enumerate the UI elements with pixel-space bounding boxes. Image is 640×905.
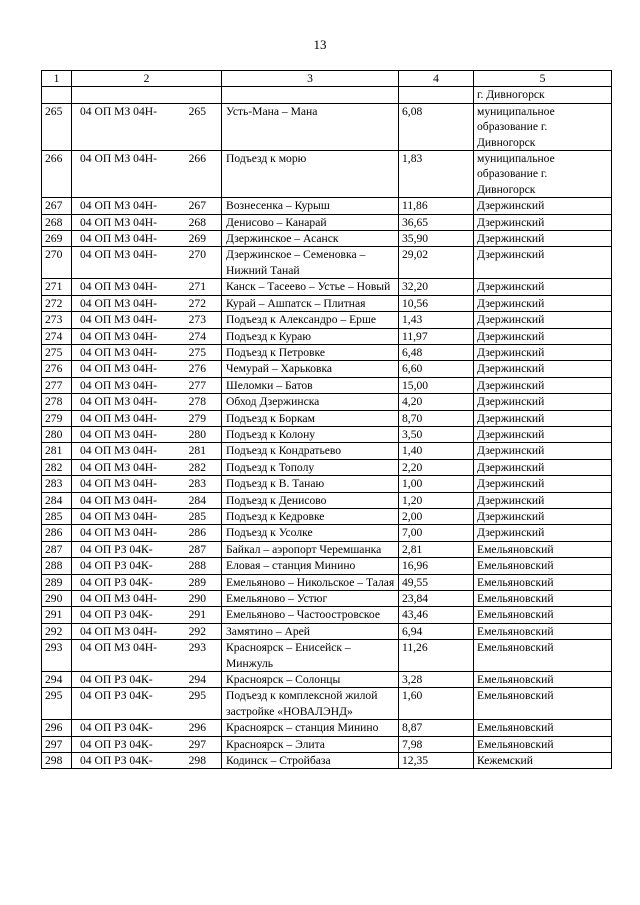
road-code bbox=[72, 688, 222, 720]
road-code-number: 276 bbox=[188, 362, 206, 376]
road-code bbox=[72, 247, 222, 279]
road-length: 1,83 bbox=[399, 151, 474, 198]
road-length: 16,96 bbox=[399, 558, 474, 574]
road-name: Подъезд к Тополу bbox=[222, 459, 399, 475]
table-row bbox=[42, 247, 612, 279]
district: Дзержинский bbox=[474, 279, 612, 295]
road-name: Подъезд к Кураю bbox=[222, 328, 399, 344]
district: Дзержинский bbox=[474, 426, 612, 442]
row-number: 297 bbox=[42, 736, 72, 752]
road-name: Емельяново – Никольское – Талая bbox=[222, 574, 399, 590]
road-length: 35,90 bbox=[399, 231, 474, 247]
road-code-number: 287 bbox=[188, 542, 206, 556]
table-row bbox=[42, 231, 612, 247]
road-code bbox=[72, 753, 222, 769]
road-code-number: 284 bbox=[188, 493, 206, 507]
table-row bbox=[42, 736, 612, 752]
road-length: 1,43 bbox=[399, 312, 474, 328]
road-code-prefix: 04 ОП МЗ 04Н- bbox=[80, 313, 157, 327]
road-length: 36,65 bbox=[399, 214, 474, 230]
road-code-prefix: 04 ОП РЗ 04К- bbox=[80, 721, 153, 735]
road-code bbox=[72, 558, 222, 574]
row-number: 272 bbox=[42, 295, 72, 311]
road-code-number: 272 bbox=[188, 296, 206, 310]
district: Емельяновский bbox=[474, 574, 612, 590]
road-code bbox=[72, 279, 222, 295]
district: Кежемский bbox=[474, 753, 612, 769]
road-length: 12,35 bbox=[399, 753, 474, 769]
column-header-3: 3 bbox=[222, 71, 399, 87]
table-row bbox=[42, 214, 612, 230]
road-name: Замятино – Арей bbox=[222, 623, 399, 639]
row-number: 277 bbox=[42, 377, 72, 393]
road-code-prefix: 04 ОП РЗ 04К- bbox=[80, 689, 153, 703]
road-code-prefix: 04 ОП МЗ 04Н- bbox=[80, 395, 157, 409]
district: Емельяновский bbox=[474, 591, 612, 607]
road-name: Подъезд к Боркам bbox=[222, 410, 399, 426]
district: Дзержинский bbox=[474, 247, 612, 279]
road-code bbox=[72, 361, 222, 377]
road-code-number: 291 bbox=[188, 608, 206, 622]
district: муниципальное образование г. Дивногорск bbox=[474, 151, 612, 198]
road-name: Подъезд к Александро – Ерше bbox=[222, 312, 399, 328]
road-register-table bbox=[41, 70, 612, 769]
table-row bbox=[42, 344, 612, 360]
road-code-number: 289 bbox=[188, 575, 206, 589]
road-length: 3,28 bbox=[399, 672, 474, 688]
road-code-prefix: 04 ОП МЗ 04Н- bbox=[80, 493, 157, 507]
row-number: 276 bbox=[42, 361, 72, 377]
table-row bbox=[42, 476, 612, 492]
road-code-number: 275 bbox=[188, 345, 206, 359]
road-name: Дзержинское – Асанск bbox=[222, 231, 399, 247]
road-code-number: 293 bbox=[188, 641, 206, 655]
road-name: Подъезд к Кондратьево bbox=[222, 443, 399, 459]
road-name: Подъезд к Колону bbox=[222, 426, 399, 442]
road-name: Подъезд к В. Танаю bbox=[222, 476, 399, 492]
road-code-number: 292 bbox=[188, 624, 206, 638]
road-code-prefix: 04 ОП МЗ 04Н- bbox=[80, 460, 157, 474]
road-name: Курай – Ашпатск – Плитная bbox=[222, 295, 399, 311]
road-code-prefix: 04 ОП РЗ 04К- bbox=[80, 559, 153, 573]
column-header-4: 4 bbox=[399, 71, 474, 87]
district: Дзержинский bbox=[474, 443, 612, 459]
road-code-number: 288 bbox=[188, 559, 206, 573]
road-length: 6,94 bbox=[399, 623, 474, 639]
row-number: 270 bbox=[42, 247, 72, 279]
road-length: 7,98 bbox=[399, 736, 474, 752]
table-row bbox=[42, 410, 612, 426]
road-code-prefix: 04 ОП РЗ 04К- bbox=[80, 673, 153, 687]
table-row bbox=[42, 753, 612, 769]
road-name: Красноярск – Енисейск – Минжуль bbox=[222, 640, 399, 672]
district: Дзержинский bbox=[474, 492, 612, 508]
road-code-prefix: 04 ОП МЗ 04Н- bbox=[80, 411, 157, 425]
road-code-prefix: 04 ОП МЗ 04Н- bbox=[80, 509, 157, 523]
table-row bbox=[42, 591, 612, 607]
road-code bbox=[72, 736, 222, 752]
road-name: Красноярск – станция Минино bbox=[222, 720, 399, 736]
road-code-prefix: 04 ОП МЗ 04Н- bbox=[80, 592, 157, 605]
row-number: 268 bbox=[42, 214, 72, 230]
row-number: 285 bbox=[42, 508, 72, 524]
road-name: Подъезд к морю bbox=[222, 151, 399, 198]
district: Дзержинский bbox=[474, 508, 612, 524]
road-code-prefix: 04 ОП МЗ 04Н- bbox=[80, 104, 157, 118]
district: Емельяновский bbox=[474, 688, 612, 720]
district: Дзержинский bbox=[474, 410, 612, 426]
road-code-number: 285 bbox=[188, 509, 206, 523]
row-number: 279 bbox=[42, 410, 72, 426]
road-code-number: 286 bbox=[188, 526, 206, 540]
table-row bbox=[42, 623, 612, 639]
road-length: 1,60 bbox=[399, 688, 474, 720]
row-number: 284 bbox=[42, 492, 72, 508]
road-code-number: 269 bbox=[188, 232, 206, 246]
district: Дзержинский bbox=[474, 198, 612, 214]
row-number: 273 bbox=[42, 312, 72, 328]
district: Дзержинский bbox=[474, 214, 612, 230]
road-length: 2,20 bbox=[399, 459, 474, 475]
table-row bbox=[42, 525, 612, 541]
row-number: 293 bbox=[42, 640, 72, 672]
road-name: Дзержинское – Семеновка – Нижний Танай bbox=[222, 247, 399, 279]
column-header-2: 2 bbox=[72, 71, 222, 87]
district: Дзержинский bbox=[474, 344, 612, 360]
table-row bbox=[42, 426, 612, 442]
road-length: 8,70 bbox=[399, 410, 474, 426]
road-length: 32,20 bbox=[399, 279, 474, 295]
road-length: 11,26 bbox=[399, 640, 474, 672]
road-code-prefix: 04 ОП МЗ 04Н- bbox=[80, 345, 157, 359]
road-name: Подъезд к Петровке bbox=[222, 344, 399, 360]
road-code-prefix: 04 ОП МЗ 04Н- bbox=[80, 477, 157, 491]
road-length: 23,84 bbox=[399, 591, 474, 607]
row-number: 287 bbox=[42, 541, 72, 557]
road-code-number: 277 bbox=[188, 378, 206, 392]
district: муниципальное образование г. Дивногорск bbox=[474, 103, 612, 150]
road-name: Чемурай – Харьковка bbox=[222, 361, 399, 377]
table-row bbox=[42, 151, 612, 198]
road-code-number: 298 bbox=[188, 754, 206, 768]
road-code bbox=[72, 591, 222, 607]
road-code bbox=[72, 312, 222, 328]
road-length: 8,87 bbox=[399, 720, 474, 736]
district: Емельяновский bbox=[474, 607, 612, 623]
table-row bbox=[42, 103, 612, 150]
district: Дзержинский bbox=[474, 231, 612, 247]
row-number: 296 bbox=[42, 720, 72, 736]
district: Емельяновский bbox=[474, 736, 612, 752]
road-code-prefix: 04 ОП МЗ 04Н- bbox=[80, 232, 157, 246]
district: Дзержинский bbox=[474, 394, 612, 410]
road-length: 1,00 bbox=[399, 476, 474, 492]
road-code bbox=[72, 720, 222, 736]
road-name: Денисово – Канарай bbox=[222, 214, 399, 230]
road-code bbox=[72, 443, 222, 459]
table-row bbox=[42, 198, 612, 214]
table-row bbox=[42, 279, 612, 295]
district: Дзержинский bbox=[474, 377, 612, 393]
road-code-number: 297 bbox=[188, 737, 206, 751]
table-row bbox=[42, 607, 612, 623]
road-length: 7,00 bbox=[399, 525, 474, 541]
table-row bbox=[42, 377, 612, 393]
road-length: 15,00 bbox=[399, 377, 474, 393]
road-length: 1,40 bbox=[399, 443, 474, 459]
road-code-number: 278 bbox=[188, 395, 206, 409]
road-code-number: 294 bbox=[188, 673, 206, 687]
road-code bbox=[72, 377, 222, 393]
road-code bbox=[72, 198, 222, 214]
row-number: 274 bbox=[42, 328, 72, 344]
row-number: 295 bbox=[42, 688, 72, 720]
road-name: Канск – Тасеево – Устье – Новый bbox=[222, 279, 399, 295]
road-code bbox=[72, 574, 222, 590]
table-row bbox=[42, 443, 612, 459]
road-code-number: 270 bbox=[188, 248, 206, 262]
table-row bbox=[42, 672, 612, 688]
road-name: Емельяново – Устюг bbox=[222, 591, 399, 607]
road-code bbox=[72, 214, 222, 230]
road-name: Кодинск – Стройбаза bbox=[222, 753, 399, 769]
row-number: 289 bbox=[42, 574, 72, 590]
road-length: 11,97 bbox=[399, 328, 474, 344]
table-row bbox=[42, 508, 612, 524]
road-code bbox=[72, 394, 222, 410]
road-length: 3,50 bbox=[399, 426, 474, 442]
district: Емельяновский bbox=[474, 541, 612, 557]
road-length: 6,60 bbox=[399, 361, 474, 377]
district: Емельяновский bbox=[474, 558, 612, 574]
road-code-prefix: 04 ОП РЗ 04К- bbox=[80, 575, 153, 589]
road-code-prefix: 04 ОП МЗ 04Н- bbox=[80, 329, 157, 343]
table-row bbox=[42, 459, 612, 475]
road-code bbox=[72, 525, 222, 541]
road-code bbox=[72, 426, 222, 442]
district: Дзержинский bbox=[474, 459, 612, 475]
road-code-prefix: 04 ОП РЗ 04К- bbox=[80, 542, 153, 556]
row-number: 290 bbox=[42, 591, 72, 607]
road-name: Байкал – аэропорт Черемшанка bbox=[222, 541, 399, 557]
road-code-number: 274 bbox=[188, 329, 206, 343]
road-code-prefix: 04 ОП РЗ 04К- bbox=[80, 754, 153, 768]
road-code bbox=[72, 623, 222, 639]
page-number: 13 bbox=[313, 37, 327, 52]
table-row bbox=[42, 394, 612, 410]
road-code bbox=[72, 672, 222, 688]
table-row bbox=[42, 295, 612, 311]
road-name: Вознесенка – Курыш bbox=[222, 198, 399, 214]
road-name: Еловая – станция Минино bbox=[222, 558, 399, 574]
road-code bbox=[72, 344, 222, 360]
road-code-number: 267 bbox=[188, 199, 206, 213]
road-length: 10,56 bbox=[399, 295, 474, 311]
road-code-prefix: 04 ОП МЗ 04Н- bbox=[80, 152, 157, 166]
road-code bbox=[72, 640, 222, 672]
table-row bbox=[42, 688, 612, 720]
row-number: 291 bbox=[42, 607, 72, 623]
road-code bbox=[72, 607, 222, 623]
row-number: 282 bbox=[42, 459, 72, 475]
road-name: Красноярск – Солонцы bbox=[222, 672, 399, 688]
road-length: 43,46 bbox=[399, 607, 474, 623]
road-code bbox=[72, 492, 222, 508]
road-name: Обход Дзержинска bbox=[222, 394, 399, 410]
road-length: 6,48 bbox=[399, 344, 474, 360]
row-number: 265 bbox=[42, 103, 72, 150]
table-row bbox=[42, 640, 612, 672]
road-code-number: 295 bbox=[188, 689, 206, 703]
road-code-number: 268 bbox=[188, 215, 206, 229]
header-row bbox=[42, 71, 612, 87]
road-code-prefix: 04 ОП МЗ 04Н- bbox=[80, 199, 157, 213]
district: Дзержинский bbox=[474, 525, 612, 541]
row-number: 269 bbox=[42, 231, 72, 247]
road-code-prefix: 04 ОП МЗ 04Н- bbox=[80, 526, 157, 540]
road-code-prefix: 04 ОП МЗ 04Н- bbox=[80, 362, 157, 376]
table-row bbox=[42, 328, 612, 344]
table-row bbox=[42, 492, 612, 508]
road-code-number: 281 bbox=[188, 444, 206, 458]
district: Емельяновский bbox=[474, 640, 612, 672]
row-number: 283 bbox=[42, 476, 72, 492]
row-number: 298 bbox=[42, 753, 72, 769]
road-length: 49,55 bbox=[399, 574, 474, 590]
row-number: 286 bbox=[42, 525, 72, 541]
column-header-1: 1 bbox=[42, 71, 72, 87]
road-code bbox=[72, 410, 222, 426]
road-code-number: 273 bbox=[188, 313, 206, 327]
road-code-number: 296 bbox=[188, 721, 206, 735]
road-name: Усть-Мана – Мана bbox=[222, 103, 399, 150]
continuation-area: г. Дивногорск bbox=[474, 87, 612, 103]
road-length: 1,20 bbox=[399, 492, 474, 508]
road-name: Шеломки – Батов bbox=[222, 377, 399, 393]
road-code-prefix: 04 ОП МЗ 04Н- bbox=[80, 296, 157, 310]
road-code bbox=[72, 103, 222, 150]
district: Дзержинский bbox=[474, 328, 612, 344]
road-code-number: 283 bbox=[188, 477, 206, 491]
road-code-number: 282 bbox=[188, 460, 206, 474]
road-name: Подъезд к Денисово bbox=[222, 492, 399, 508]
road-code-number: 290 bbox=[188, 592, 206, 605]
road-length: 11,86 bbox=[399, 198, 474, 214]
row-number: 275 bbox=[42, 344, 72, 360]
road-code bbox=[72, 541, 222, 557]
row-number: 288 bbox=[42, 558, 72, 574]
table-row bbox=[42, 720, 612, 736]
road-code-prefix: 04 ОП РЗ 04К- bbox=[80, 737, 153, 751]
row-number: 280 bbox=[42, 426, 72, 442]
row-number: 281 bbox=[42, 443, 72, 459]
row-number: 278 bbox=[42, 394, 72, 410]
road-code bbox=[72, 328, 222, 344]
road-code-prefix: 04 ОП МЗ 04Н- bbox=[80, 641, 157, 655]
road-code-prefix: 04 ОП МЗ 04Н- bbox=[80, 624, 157, 638]
road-code bbox=[72, 295, 222, 311]
road-code-prefix: 04 ОП МЗ 04Н- bbox=[80, 248, 157, 262]
district: Дзержинский bbox=[474, 312, 612, 328]
table-row bbox=[42, 558, 612, 574]
road-name: Подъезд к Усолке bbox=[222, 525, 399, 541]
road-length: 29,02 bbox=[399, 247, 474, 279]
road-length: 4,20 bbox=[399, 394, 474, 410]
road-code bbox=[72, 231, 222, 247]
table-row bbox=[42, 574, 612, 590]
table-body bbox=[42, 71, 612, 769]
district: Емельяновский bbox=[474, 623, 612, 639]
row-number: 266 bbox=[42, 151, 72, 198]
road-name: Подъезд к Кедровке bbox=[222, 508, 399, 524]
road-code-prefix: 04 ОП МЗ 04Н- bbox=[80, 444, 157, 458]
road-code bbox=[72, 476, 222, 492]
road-code bbox=[72, 151, 222, 198]
road-code-number: 271 bbox=[188, 280, 206, 294]
table-row bbox=[42, 312, 612, 328]
column-header-5: 5 bbox=[474, 71, 612, 87]
road-code-number: 280 bbox=[188, 427, 206, 441]
road-code bbox=[72, 459, 222, 475]
table-row bbox=[42, 541, 612, 557]
road-code-number: 266 bbox=[188, 152, 206, 166]
road-code-prefix: 04 ОП МЗ 04Н- bbox=[80, 215, 157, 229]
district: Дзержинский bbox=[474, 476, 612, 492]
road-code-number: 279 bbox=[188, 411, 206, 425]
continuation-row bbox=[42, 87, 612, 103]
row-number: 271 bbox=[42, 279, 72, 295]
road-code bbox=[72, 508, 222, 524]
row-number: 294 bbox=[42, 672, 72, 688]
district: Емельяновский bbox=[474, 720, 612, 736]
road-code-prefix: 04 ОП МЗ 04Н- bbox=[80, 280, 157, 294]
district: Дзержинский bbox=[474, 295, 612, 311]
road-code-prefix: 04 ОП МЗ 04Н- bbox=[80, 427, 157, 441]
row-number: 267 bbox=[42, 198, 72, 214]
road-length: 6,08 bbox=[399, 103, 474, 150]
road-code-prefix: 04 ОП МЗ 04Н- bbox=[80, 378, 157, 392]
road-length: 2,00 bbox=[399, 508, 474, 524]
road-code-number: 265 bbox=[188, 104, 206, 118]
road-name: Красноярск – Элита bbox=[222, 736, 399, 752]
road-length: 2,81 bbox=[399, 541, 474, 557]
road-name: Подъезд к комплексной жилой застройке «НОВАЛЭНД» bbox=[222, 688, 399, 720]
district: Дзержинский bbox=[474, 361, 612, 377]
table-row bbox=[42, 361, 612, 377]
row-number: 292 bbox=[42, 623, 72, 639]
road-code-prefix: 04 ОП РЗ 04К- bbox=[80, 608, 153, 622]
road-name: Емельяново – Частоостровское bbox=[222, 607, 399, 623]
district: Емельяновский bbox=[474, 672, 612, 688]
